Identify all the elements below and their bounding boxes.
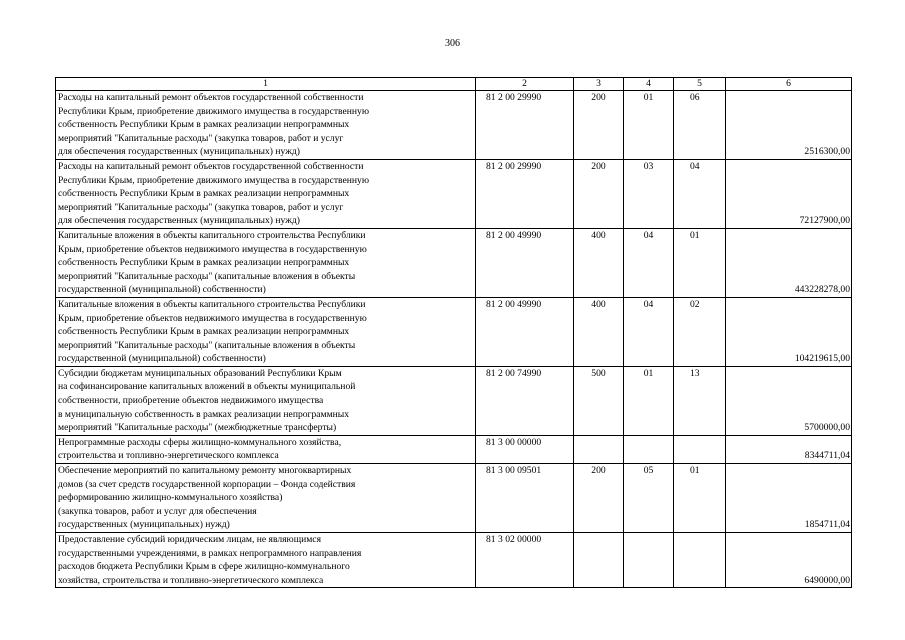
row-amount: 5700000,00 [726, 366, 852, 435]
table-row [56, 159, 852, 228]
table-row [56, 533, 852, 588]
table-row [56, 464, 852, 533]
budget-table [55, 77, 852, 588]
row-expense-type: 400 [574, 297, 624, 366]
row-target-code: 81 2 00 74990 [476, 366, 574, 435]
table-row [56, 91, 852, 160]
row-description: Капитальные вложения в объекты капитального строительства Республики Крым, приобретение объектов недвижимого имущества в государственную собственность Республики Крым в рамках реализации непрограммных мероприятий "Капитальные расходы" (капитальные вложения в объекты государственной (муниципальной) собственности) [56, 228, 476, 297]
table-row [56, 297, 852, 366]
row-amount: 6490000,00 [726, 533, 852, 588]
row-amount: 72127900,00 [726, 159, 852, 228]
row-section [624, 435, 674, 463]
row-subsection: 01 [674, 464, 726, 533]
row-target-code: 81 3 00 00000 [476, 435, 574, 463]
row-amount: 2516300,00 [726, 91, 852, 160]
row-target-code: 81 2 00 49990 [476, 228, 574, 297]
row-description: Непрограммные расходы сферы жилищно-коммунального хозяйства, строительства и топливно-энергетического комплекса [56, 435, 476, 463]
row-expense-type: 200 [574, 464, 624, 533]
row-description: Расходы на капитальный ремонт объектов государственной собственности Республики Крым, приобретение движимого имущества в государственную собственность Республики Крым в рамках реализации непрограммных мероприятий "Капитальные расходы" (закупка товаров, работ и услуг для обеспечения государственных (муниципальных) нужд) [56, 91, 476, 160]
row-expense-type [574, 435, 624, 463]
row-description: Расходы на капитальный ремонт объектов государственной собственности Республики Крым, приобретение движимого имущества в государственную собственность Республики Крым в рамках реализации непрограммных мероприятий "Капитальные расходы" (закупка товаров, работ и услуг для обеспечения государственных (муниципальных) нужд) [56, 159, 476, 228]
row-target-code: 81 2 00 29990 [476, 159, 574, 228]
row-section: 03 [624, 159, 674, 228]
row-description: Обеспечение мероприятий по капитальному ремонту многоквартирных домов (за счет средств государственной корпорации – Фонда содействия реформированию жилищно-коммунального хозяйства) (закупка товаров, работ и услуг для обеспечения государственных (муниципальных) нужд) [56, 464, 476, 533]
row-subsection: 02 [674, 297, 726, 366]
row-description: Капитальные вложения в объекты капитального строительства Республики Крым, приобретение объектов недвижимого имущества в государственную собственность Республики Крым в рамках реализации непрограммных мероприятий "Капитальные расходы" (капитальные вложения в объекты государственной (муниципальной) собственности) [56, 297, 476, 366]
header-col-3: 3 [574, 78, 624, 91]
header-col-6: 6 [726, 78, 852, 91]
header-col-2: 2 [476, 78, 574, 91]
page-number: 306 [445, 38, 460, 49]
row-subsection: 06 [674, 91, 726, 160]
header-row [56, 78, 852, 91]
row-expense-type: 200 [574, 159, 624, 228]
row-target-code: 81 3 02 00000 [476, 533, 574, 588]
row-subsection [674, 435, 726, 463]
row-amount: 1854711,04 [726, 464, 852, 533]
row-subsection [674, 533, 726, 588]
row-section: 04 [624, 228, 674, 297]
row-expense-type [574, 533, 624, 588]
row-section [624, 533, 674, 588]
header-col-1: 1 [56, 78, 476, 91]
row-section: 05 [624, 464, 674, 533]
table-row [56, 228, 852, 297]
table-row [56, 366, 852, 435]
row-amount: 8344711,04 [726, 435, 852, 463]
row-subsection: 04 [674, 159, 726, 228]
row-expense-type: 200 [574, 91, 624, 160]
row-subsection: 01 [674, 228, 726, 297]
table-row [56, 435, 852, 463]
row-expense-type: 500 [574, 366, 624, 435]
row-section: 01 [624, 91, 674, 160]
header-col-5: 5 [674, 78, 726, 91]
row-subsection: 13 [674, 366, 726, 435]
row-target-code: 81 2 00 29990 [476, 91, 574, 160]
row-amount: 443228278,00 [726, 228, 852, 297]
row-expense-type: 400 [574, 228, 624, 297]
row-section: 04 [624, 297, 674, 366]
row-target-code: 81 3 00 09501 [476, 464, 574, 533]
row-amount: 104219615,00 [726, 297, 852, 366]
row-target-code: 81 2 00 49990 [476, 297, 574, 366]
header-col-4: 4 [624, 78, 674, 91]
row-section: 01 [624, 366, 674, 435]
row-description: Предоставление субсидий юридическим лицам, не являющимся государственными учреждениями, в рамках непрограммного направления расходов бюджета Республики Крым в сфере жилищно-коммунального хозяйства, строительства и топливно-энергетического комплекса [56, 533, 476, 588]
row-description: Субсидии бюджетам муниципальных образований Республики Крым на софинансирование капитальных вложений в объекты муниципальной собственности, приобретение объектов недвижимого имущества в муниципальную собственность в рамках реализации непрограммных мероприятий "Капитальные расходы" (межбюджетные трансферты) [56, 366, 476, 435]
